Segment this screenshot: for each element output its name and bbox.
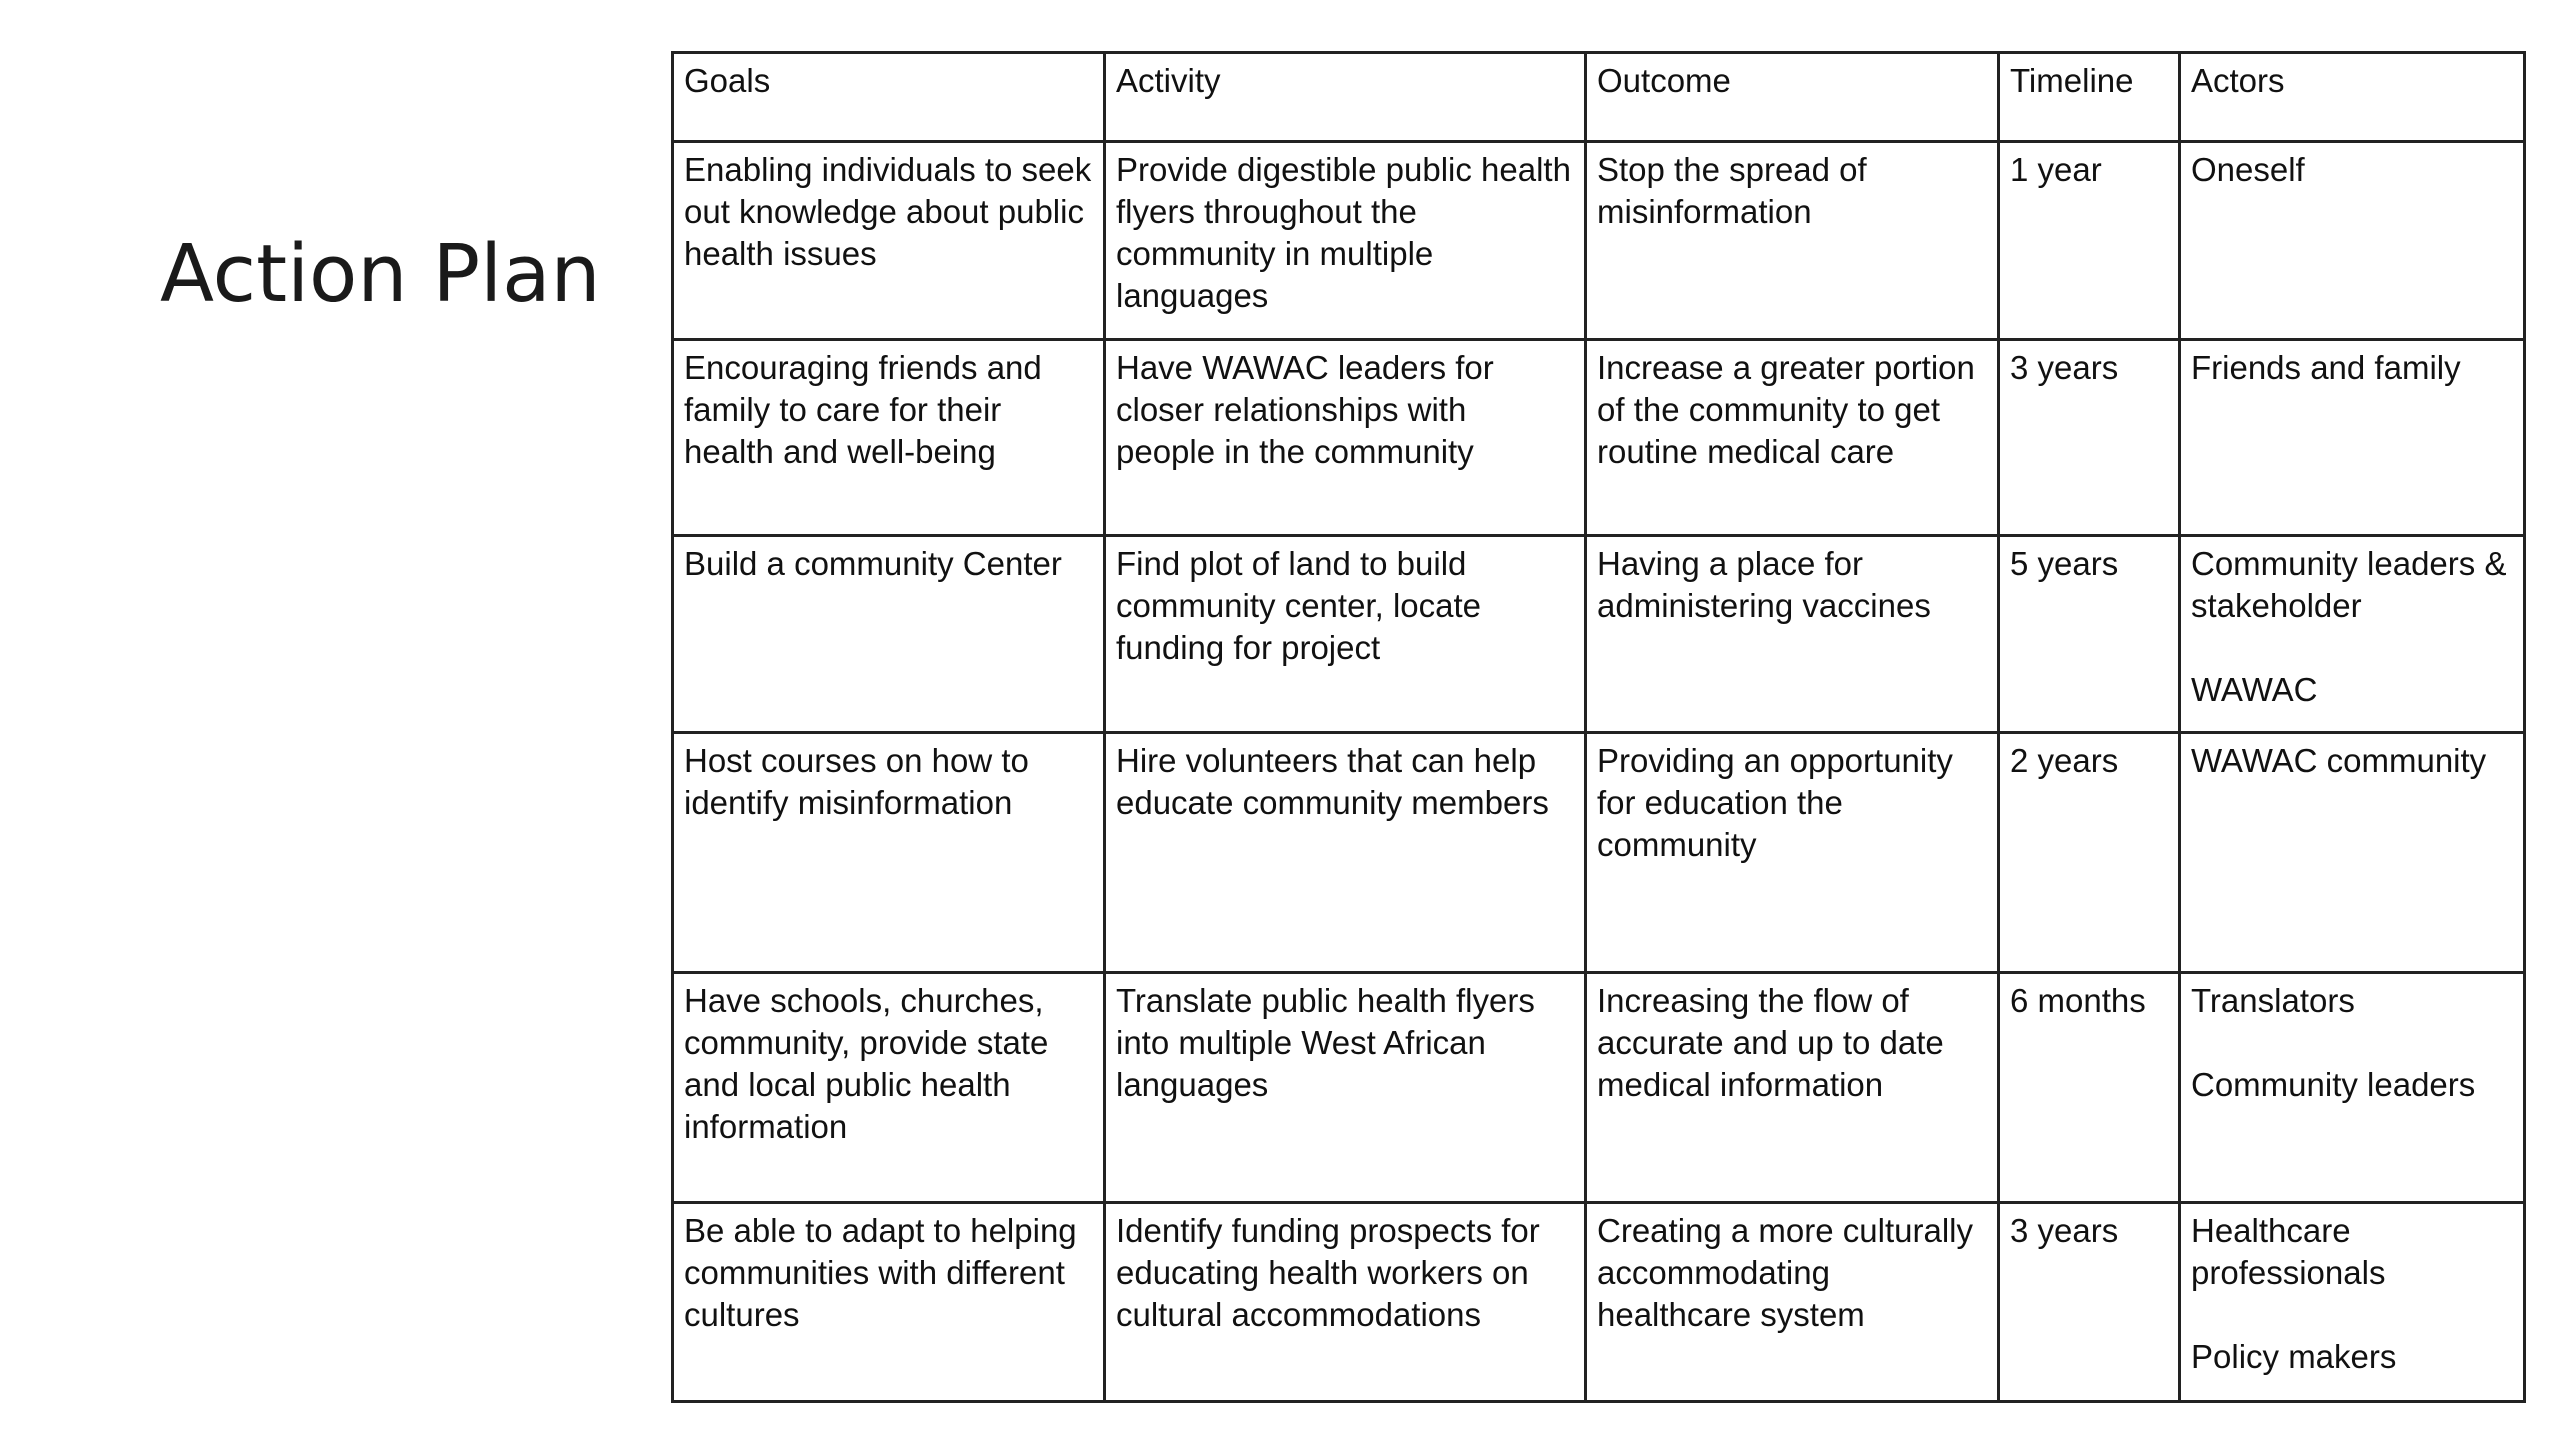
activity-cell: Have WAWAC leaders for closer relationships with people in the community xyxy=(1105,340,1586,536)
actor-spacer xyxy=(2191,627,2513,669)
table-header-row xyxy=(673,53,2525,142)
outcome-cell: Stop the spread of misinformation xyxy=(1586,142,1999,340)
actor-spacer xyxy=(2191,1294,2513,1336)
actor-entry: Policy makers xyxy=(2191,1338,2397,1375)
header-goals: Goals xyxy=(673,53,1105,142)
header-outcome: Outcome xyxy=(1586,53,1999,142)
activity-cell: Identify funding prospects for educating health workers on cultural accommodations xyxy=(1105,1203,1586,1402)
table-row xyxy=(673,973,2525,1203)
goal-cell: Encouraging friends and family to care for their health and well-being xyxy=(673,340,1105,536)
actor-entry: WAWAC community xyxy=(2191,742,2487,779)
activity-cell: Find plot of land to build community center, locate funding for project xyxy=(1105,536,1586,733)
actors-cell xyxy=(2180,536,2525,733)
outcome-cell: Creating a more culturally accommodating healthcare system xyxy=(1586,1203,1999,1402)
actors-cell xyxy=(2180,973,2525,1203)
actor-entry: Community leaders & stakeholder xyxy=(2191,545,2507,624)
table-row xyxy=(673,142,2525,340)
actors-cell xyxy=(2180,1203,2525,1402)
goal-cell: Be able to adapt to helping communities with different cultures xyxy=(673,1203,1105,1402)
timeline-cell: 3 years xyxy=(1999,340,2180,536)
goal-cell: Build a community Center xyxy=(673,536,1105,733)
table-row xyxy=(673,340,2525,536)
activity-cell: Translate public health flyers into multiple West African languages xyxy=(1105,973,1586,1203)
action-plan-table xyxy=(671,51,2526,1403)
actors-cell xyxy=(2180,340,2525,536)
table-row xyxy=(673,733,2525,973)
actor-spacer xyxy=(2191,1022,2513,1064)
actor-entry: Oneself xyxy=(2191,151,2305,188)
timeline-cell: 5 years xyxy=(1999,536,2180,733)
header-timeline: Timeline xyxy=(1999,53,2180,142)
actor-entry: Community leaders xyxy=(2191,1066,2476,1103)
actor-entry: Healthcare professionals xyxy=(2191,1212,2386,1291)
outcome-cell: Having a place for administering vaccines xyxy=(1586,536,1999,733)
goal-cell: Host courses on how to identify misinformation xyxy=(673,733,1105,973)
slide-title: Action Plan xyxy=(160,228,601,320)
actors-cell xyxy=(2180,142,2525,340)
table-row xyxy=(673,1203,2525,1402)
outcome-cell: Increase a greater portion of the community to get routine medical care xyxy=(1586,340,1999,536)
outcome-cell: Increasing the flow of accurate and up to date medical information xyxy=(1586,973,1999,1203)
actor-entry: WAWAC xyxy=(2191,671,2318,708)
activity-cell: Hire volunteers that can help educate community members xyxy=(1105,733,1586,973)
timeline-cell: 6 months xyxy=(1999,973,2180,1203)
actor-entry: Friends and family xyxy=(2191,349,2461,386)
goal-cell: Have schools, churches, community, provide state and local public health information xyxy=(673,973,1105,1203)
activity-cell: Provide digestible public health flyers throughout the community in multiple languages xyxy=(1105,142,1586,340)
table-row xyxy=(673,536,2525,733)
header-actors: Actors xyxy=(2180,53,2525,142)
header-activity: Activity xyxy=(1105,53,1586,142)
goal-cell: Enabling individuals to seek out knowledge about public health issues xyxy=(673,142,1105,340)
outcome-cell: Providing an opportunity for education the community xyxy=(1586,733,1999,973)
actors-cell xyxy=(2180,733,2525,973)
timeline-cell: 2 years xyxy=(1999,733,2180,973)
actor-entry: Translators xyxy=(2191,982,2355,1019)
timeline-cell: 1 year xyxy=(1999,142,2180,340)
timeline-cell: 3 years xyxy=(1999,1203,2180,1402)
